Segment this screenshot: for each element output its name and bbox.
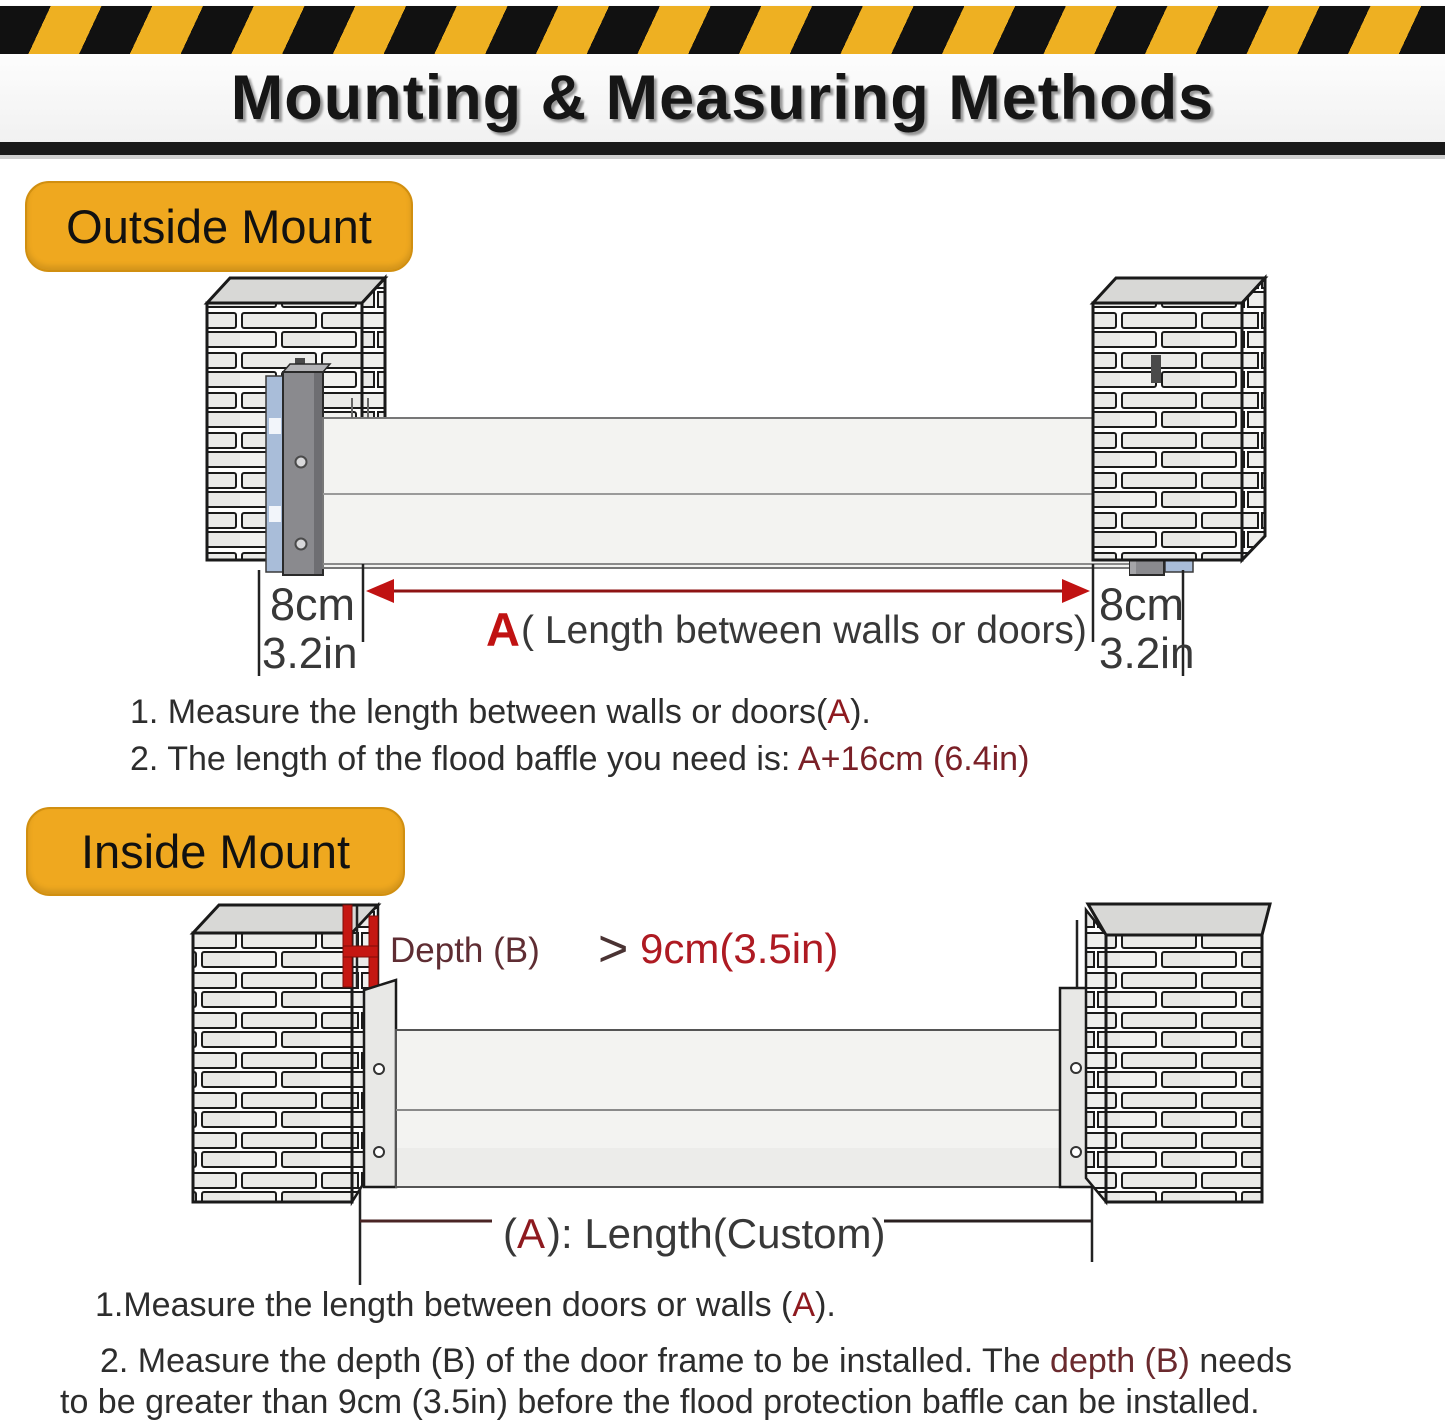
inside-step-2-line-1: 2. Measure the depth (B) of the door frame to be installed. The depth (B) needs [100, 1342, 1292, 1380]
depth-label: Depth (B) [390, 931, 540, 970]
outside-mount-badge [25, 181, 413, 272]
header-divider [0, 142, 1445, 155]
outside-mount-diagram [0, 270, 1445, 690]
inside-step-2-line-2: to be greater than 9cm (3.5in) before the flood protection baffle can be installed. [60, 1383, 1260, 1421]
gap-label-right-in: 3.2in [1099, 629, 1195, 678]
brick-pillar-right [1086, 904, 1270, 1202]
span-label-a: A [486, 603, 520, 656]
screw-hole [1071, 1147, 1081, 1157]
flood-barrier [396, 1030, 1060, 1187]
screw-hole [1071, 1063, 1081, 1073]
seal-strip [266, 376, 284, 572]
screw-hole [374, 1147, 384, 1157]
inside-step-1: 1.Measure the length between doors or walls (A). [95, 1286, 836, 1324]
gap-label-right-cm: 8cm [1099, 579, 1185, 630]
depth-gt-sign: > [598, 920, 629, 978]
inside-mount-badge-label: Inside Mount [80, 825, 351, 878]
inside-mount-badge [26, 807, 405, 896]
flood-barrier [323, 398, 1130, 568]
arrow-right-icon [1062, 579, 1090, 603]
arrow-left-icon [366, 579, 394, 603]
gap-label-left-in: 3.2in [262, 629, 358, 678]
anchor-slot [1151, 355, 1161, 383]
page-title: Mounting & Measuring Methods [230, 63, 1215, 133]
left-mounting-bracket [266, 364, 330, 575]
gap-label-left-cm: 8cm [270, 579, 356, 630]
screw-hole [296, 539, 307, 550]
length-label-a: A [517, 1210, 546, 1257]
outside-step-2: 2. The length of the flood baffle you need is: A+16cm (6.4in) [130, 740, 1030, 778]
left-mounting-bracket [364, 980, 396, 1187]
screw-hole [296, 457, 307, 468]
title-band [0, 54, 1445, 142]
span-label: ( Length between walls or doors) [521, 609, 1087, 652]
outside-mount-badge-label: Outside Mount [66, 200, 372, 253]
header-divider-shadow [0, 155, 1445, 159]
outside-step-1: 1. Measure the length between walls or doors(A). [130, 693, 871, 731]
screw-hole [374, 1064, 384, 1074]
length-label-post: ): Length(Custom) [547, 1210, 886, 1257]
depth-value: 9cm(3.5in) [640, 925, 839, 972]
length-label-pre: ( [503, 1210, 517, 1257]
brick-pillar-right [1093, 278, 1265, 560]
inside-mount-diagram [0, 890, 1445, 1300]
hazard-stripe-band [0, 6, 1445, 54]
